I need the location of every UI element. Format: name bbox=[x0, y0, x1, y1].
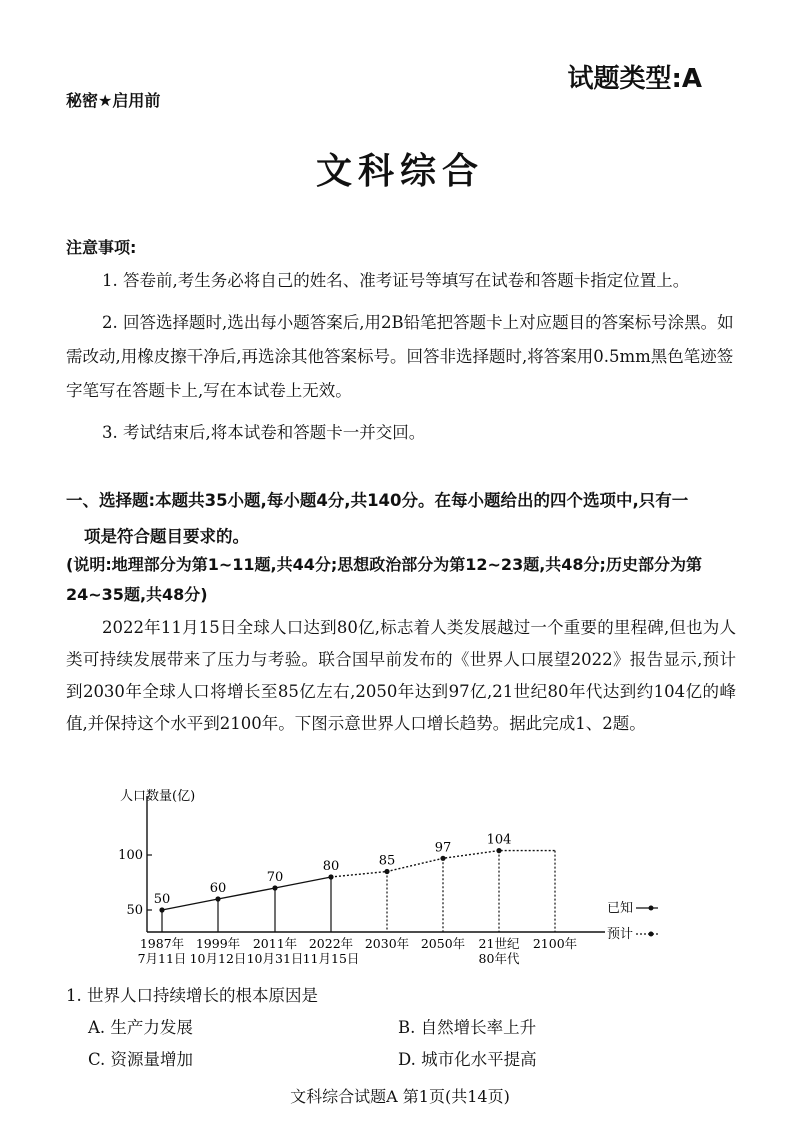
data-label-0: 50 bbox=[153, 892, 171, 907]
data-label-3: 80 bbox=[322, 859, 340, 874]
data-label-4: 85 bbox=[378, 853, 396, 869]
y-tick-label-100: 100 bbox=[118, 848, 143, 863]
data-label-1: 60 bbox=[209, 881, 227, 896]
option-d[interactable]: D. 城市化水平提高 bbox=[398, 1050, 537, 1069]
x-tick-label-3-1: 11月15日 bbox=[302, 951, 360, 966]
exam-type-label: 试题类型:A bbox=[567, 64, 702, 94]
x-tick-label-0-0: 1987年 bbox=[139, 936, 185, 951]
section-heading bbox=[66, 483, 736, 555]
data-point-6 bbox=[496, 848, 501, 853]
y-tick-label-50: 50 bbox=[126, 903, 143, 918]
data-label-6: 104 bbox=[486, 832, 512, 848]
section-note: (说明:地理部分为第1~11题,共44分;思想政治部分为第12~23题,共48分;历史部分为第24~35题,共48分) bbox=[66, 555, 702, 604]
x-tick-label-6-1: 80年代 bbox=[478, 951, 520, 966]
x-tick-label-5-0: 2050年 bbox=[420, 936, 466, 951]
legend-marker-1 bbox=[649, 932, 654, 937]
legend-marker-0 bbox=[649, 906, 654, 911]
population-chart bbox=[100, 780, 700, 980]
data-label-5: 97 bbox=[434, 840, 452, 856]
option-c[interactable]: C. 资源量增加 bbox=[88, 1050, 194, 1069]
question-1-stem: 1. 世界人口持续增长的根本原因是 bbox=[66, 986, 318, 1005]
option-b[interactable]: B. 自然增长率上升 bbox=[398, 1018, 537, 1037]
data-point-3 bbox=[328, 874, 333, 879]
x-tick-label-1-1: 10月12日 bbox=[189, 951, 247, 966]
series-line-0 bbox=[162, 877, 331, 910]
notice-item-1: 1. 答卷前,考生务必将自己的姓名、准考证号等填写在试卷和答题卡指定位置上。 bbox=[102, 271, 690, 290]
x-tick-label-6-0: 21世纪 bbox=[478, 936, 520, 951]
x-tick-label-7-0: 2100年 bbox=[532, 936, 578, 951]
data-point-5 bbox=[440, 856, 445, 861]
y-axis-label: 人口数量(亿) bbox=[120, 789, 196, 804]
question-intro: 2022年11月15日全球人口达到80亿,标志着人类发展越过一个重要的里程碑,但也为人类可持续发展带来了压力与考验。联合国早前发布的《世界人口展望2022》报告显示,预计到2030年全球人口将增长至85亿左右,2050年达到97亿,21世纪80年代达到约104亿的峰值,并保持这个水平到2100年。下图示意世界人口增长趋势。据此完成1、2题。 bbox=[66, 618, 736, 733]
notice-heading: 注意事项: bbox=[66, 238, 137, 257]
data-point-2 bbox=[272, 885, 277, 890]
legend-label-0: 已知 bbox=[607, 901, 634, 916]
data-point-0 bbox=[159, 907, 164, 912]
section-heading-line2: 项是符合题目要求的。 bbox=[84, 527, 249, 546]
legend-label-1: 预计 bbox=[607, 927, 634, 942]
data-point-4 bbox=[384, 869, 389, 874]
data-label-2: 70 bbox=[266, 870, 284, 885]
secret-label: 秘密★启用前 bbox=[66, 91, 161, 110]
x-tick-label-2-1: 10月31日 bbox=[246, 951, 304, 966]
page-title: 文科综合 bbox=[315, 150, 484, 192]
notice-item-2: 2. 回答选择题时,选出每小题答案后,用2B铅笔把答题卡上对应题目的答案标号涂黑。如需改动,用橡皮擦干净后,再选涂其他答案标号。回答非选择题时,将答案用0.5mm黑色笔迹签字笔写在答题卡上,写在本试卷上无效。 bbox=[66, 313, 734, 400]
x-tick-label-0-1: 7月11日 bbox=[137, 951, 187, 966]
page-footer: 文科综合试题A 第1页(共14页) bbox=[290, 1087, 510, 1106]
notice-item-3: 3. 考试结束后,将本试卷和答题卡一并交回。 bbox=[102, 423, 426, 442]
x-tick-label-1-0: 1999年 bbox=[195, 936, 241, 951]
x-tick-label-4-0: 2030年 bbox=[364, 936, 410, 951]
option-a[interactable]: A. 生产力发展 bbox=[88, 1018, 193, 1037]
x-tick-label-3-0: 2022年 bbox=[308, 936, 354, 951]
data-point-1 bbox=[215, 896, 220, 901]
section-heading-line1: 一、选择题:本题共35小题,每小题4分,共140分。在每小题给出的四个选项中,只有一 bbox=[66, 491, 689, 510]
x-tick-label-2-0: 2011年 bbox=[252, 936, 298, 951]
